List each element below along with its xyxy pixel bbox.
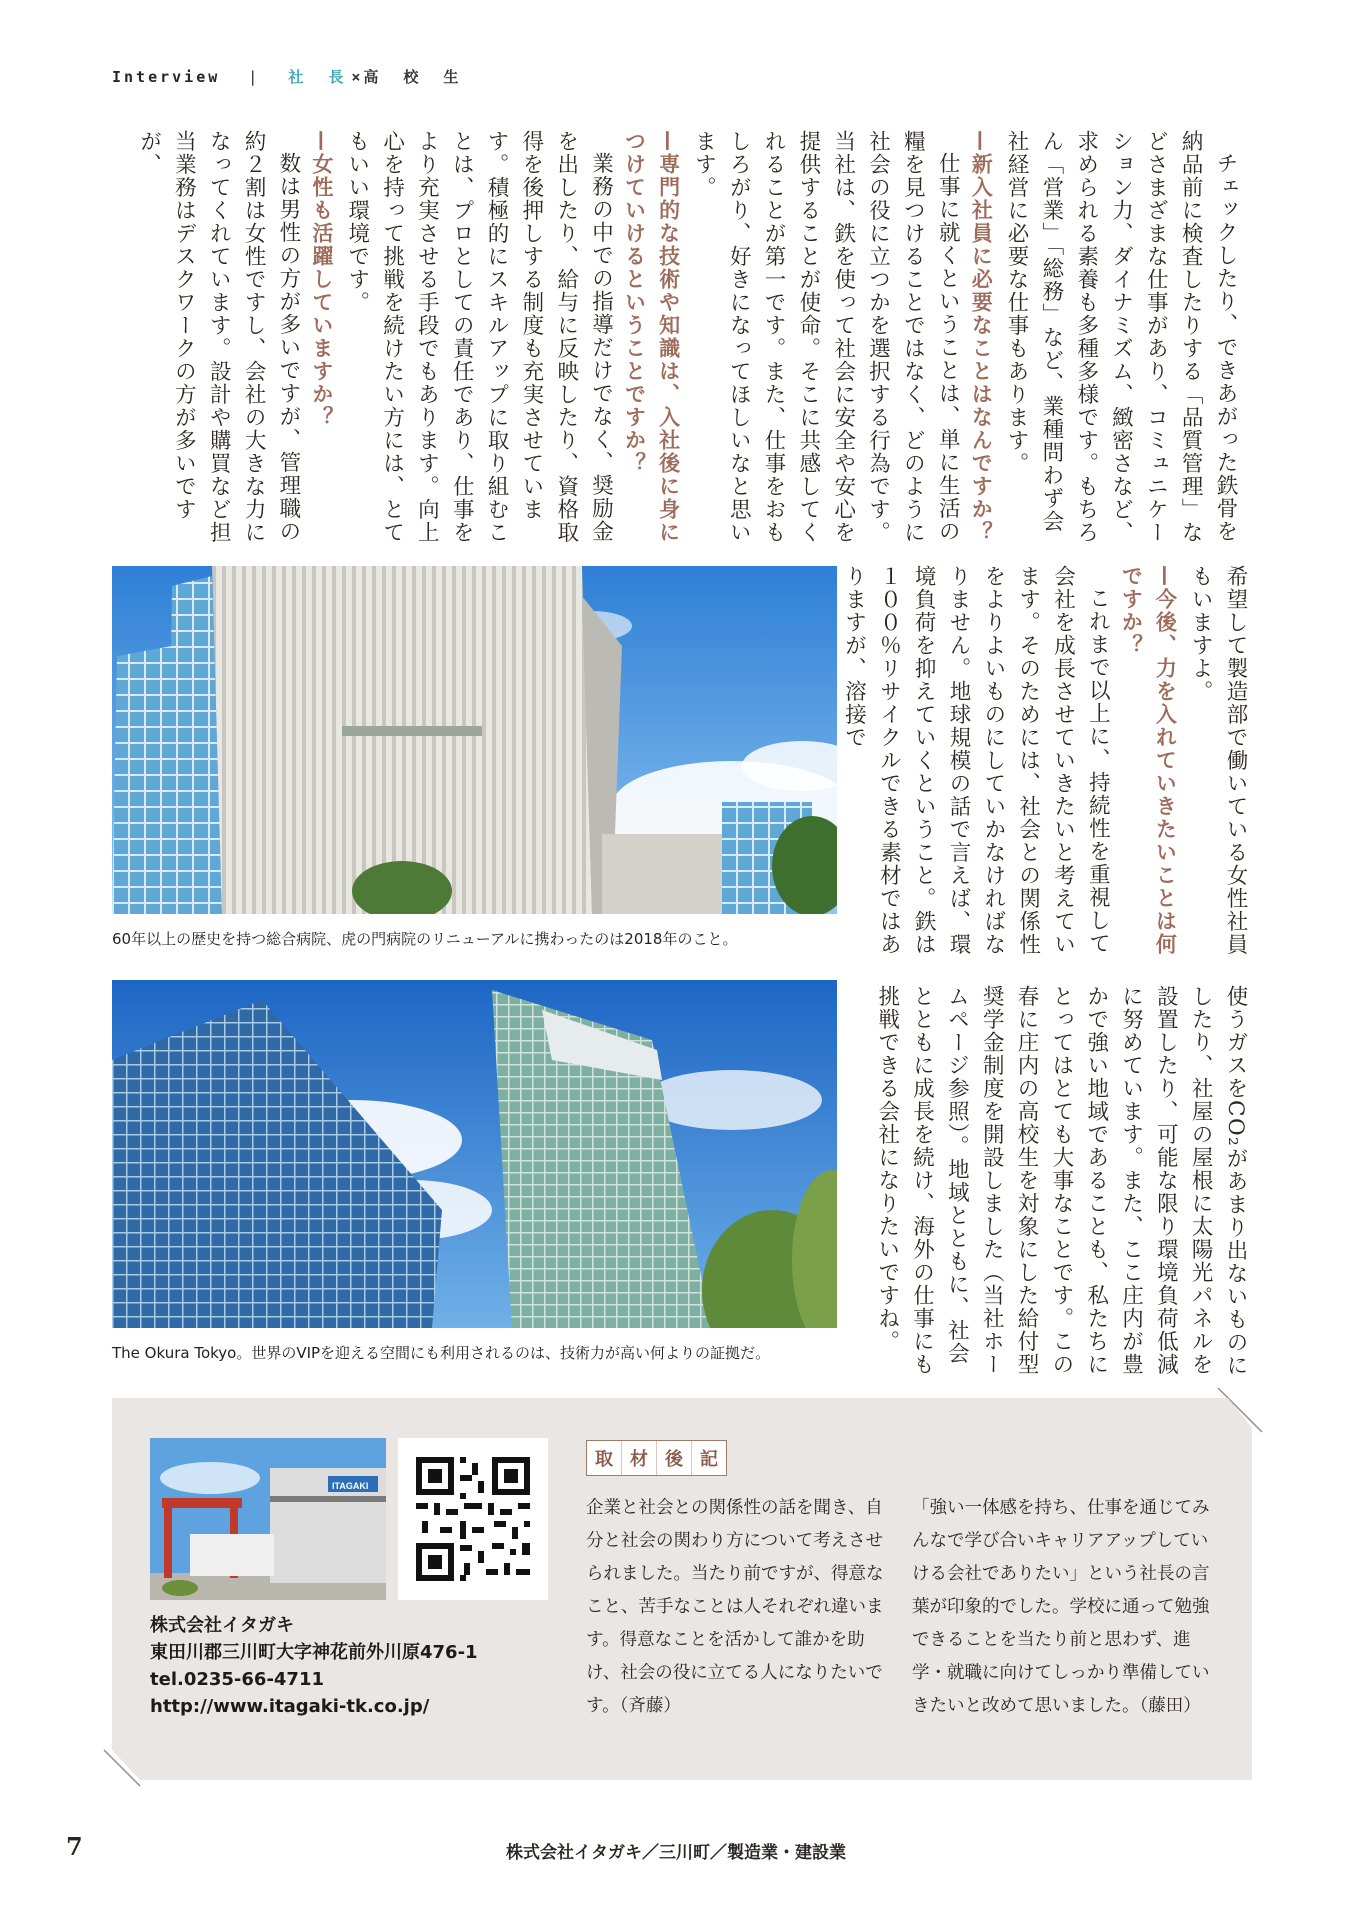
memo-tag-char: 後 [656, 1441, 691, 1475]
question-heading: —新入社員に必要なことはなんですか？ [969, 130, 994, 544]
right-lower-text-column [822, 985, 1252, 1385]
memo-tag-char: 取 [595, 1449, 613, 1470]
hospital-photo-caption: 60年以上の歴史を持つ総合病院、虎の門病院のリニューアルに携わったのは2018年のこと。 [112, 930, 738, 948]
okura-photo-caption: The Okura Tokyo。世界のVIPを迎える空間にも利用されるのは、技術力が高い何よりの証拠だ。 [112, 1344, 771, 1362]
question-heading: —今後、力を入れていきたいことは何ですか？ [1119, 565, 1178, 956]
body-paragraph: 業務の中での指導だけでなく、奨励金を出したり、給与に反映したり、資格取得を後押しする制度も充実させています。積極的にスキルアップに取り組むことは、プロとしての責任であり、仕事をより充実させる手段でもあります。向上心を持って挑戦を続けたい方には、とてもいい環境です。 [344, 130, 614, 544]
company-address: 東田川郡三川町大字神花前外川原476-1 [150, 1642, 478, 1663]
body-paragraph: チェックしたり、できあがった鉄骨を納品前に検査したりする「品質管理」などさまざまな仕事があり、コミュニケーション力、ダイナミズム、緻密さなど、求められる素養も多種多様です。もちろん「営業」「総務」など、業種問わず会社経営に必要な仕事もあります。 [1004, 130, 1238, 544]
footer-text: 株式会社イタガキ／三川町／製造業・建設業 [506, 1843, 846, 1863]
body-paragraph: 希望して製造部で働いている女性社員もいますよ。 [1188, 565, 1248, 956]
page-number: 7 [66, 1832, 83, 1861]
header-label: Interview [112, 68, 221, 86]
company-name: 株式会社イタガキ [150, 1615, 294, 1636]
body-paragraph: これまで以上に、持続性を重視して会社を成長させていきたいと考えています。そのためには、社会との関係性をよりよいものにしていかなければなりません。地球規模の話で言えば、環境負荷を抑えていくということ。鉄は１００％リサイクルできる素材ではありますが、溶接で [841, 565, 1111, 956]
header-title-x: × [351, 68, 364, 86]
company-tel: tel.0235-66-4711 [150, 1669, 325, 1690]
question-heading: —専門的な技術や知識は、入社後に身につけていけるということですか？ [622, 130, 681, 544]
company-building-photo [150, 1438, 386, 1600]
question-heading: —女性も活躍していますか？ [309, 130, 334, 429]
body-paragraph: 仕事に就くということは、単に生活の糧を見つけることではなく、どのように社会の役に立つかを選択する行為です。当社は、鉄を使って社会に安全や安心を提供することが使命。そこに共感してくれることが第一です。また、仕事をおもしろがり、好きになってほしいなと思います。 [691, 130, 961, 544]
company-info [150, 1612, 478, 1720]
company-url[interactable]: http://www.itagaki-tk.co.jp/ [150, 1696, 430, 1717]
header-title-a: 社 長 [288, 68, 352, 86]
body-paragraph: 数は男性の方が多いですが、管理職の約２割は女性ですし、会社の大きな力になってくれています。設計や購買など担当業務はデスクワークの方が多いですが、 [136, 130, 301, 544]
header-title-b: 高 校 生 [363, 68, 467, 86]
memo-left-text: 企業と社会との関係性の話を聞き、自分と社会の関わり方について考えさせられました。当たり前ですが、得意なこと、苦手なことは人それぞれ違います。得意なことを活かして誰かを助け、社会の役に立てる人になりたいです。（斉藤） [586, 1498, 884, 1716]
left-text-column [112, 130, 1242, 550]
memo-tag-char: 材 [621, 1441, 656, 1475]
body-paragraph: 使うガスをCO₂があまり出ないものにしたり、社屋の屋根に太陽光パネルを設置したり、可能な限り環境負荷低減に努めています。また、ここ庄内が豊かで強い地域であることも、私たちにとってはとても大事なことです。この春に庄内の高校生を対象にした給付型奨学金制度を開設しました（当社ホームページ参照）。地域とともに、社会とともに成長を続け、海外の仕事にも挑戦できる会社になりたいですね。 [874, 985, 1248, 1378]
memo-tag [586, 1440, 727, 1476]
qr-code[interactable] [398, 1438, 548, 1600]
page-header [112, 66, 466, 87]
okura-photo [112, 980, 837, 1328]
memo-tag-char: 記 [691, 1441, 726, 1475]
memo-right-text: 「強い一体感を持ち、仕事を通じてみんなで学び合いキャリアアップしていける会社でありたい」という社長の言葉が印象的でした。学校に通って勉強できることを当たり前と思わず、進学・就職に向けてしっかり準備していきたいと改めて思いました。（藤田） [912, 1498, 1210, 1716]
right-upper-text-column [822, 565, 1252, 975]
hospital-photo [112, 566, 837, 914]
header-separator: | [248, 68, 261, 86]
company-sign: ITAGAKI [332, 1481, 369, 1491]
